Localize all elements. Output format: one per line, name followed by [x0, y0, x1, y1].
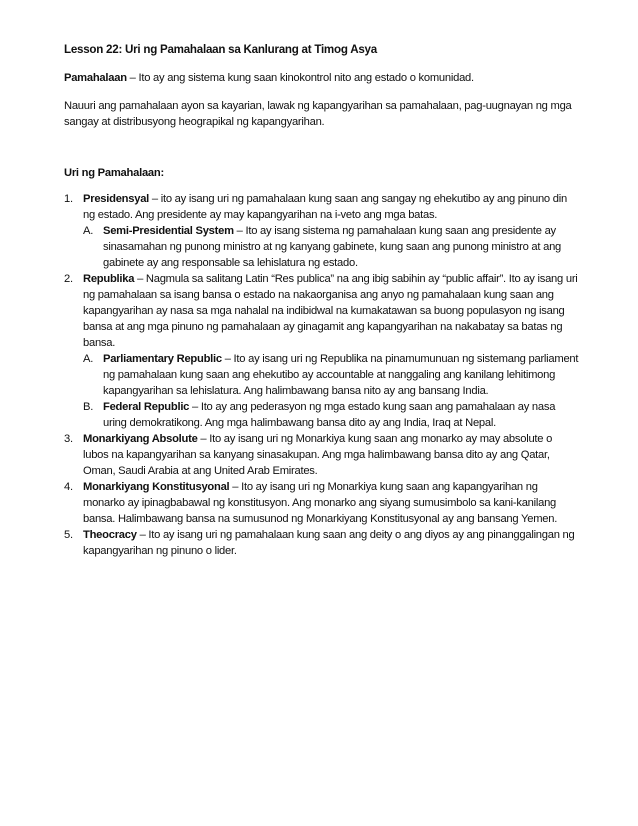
sub-list-term: Federal Republic [103, 401, 190, 413]
sub-list-term: Semi-Presidential System [103, 225, 234, 237]
list-number: 5. [64, 529, 73, 541]
description-paragraph: Nauuri ang pamahalaan ayon sa kayarian, lawak ng kapangyarihan sa pamahalaan, pag-uugnayan ng mga sangay at distribusyong heograpikal ng kapangyarihan. [64, 100, 572, 128]
sub-list-item [83, 223, 580, 271]
list-item-term: Presidensyal [83, 193, 150, 205]
sub-list-item [83, 399, 580, 431]
list-item [64, 479, 580, 527]
sub-list-item [83, 351, 580, 399]
sub-list-text: – Ito ay isang sistema ng pamahalaan kung saan ang presidente ay sinasamahan ng punong ministro at ng kanyang gabinete, kung saan ang punong ministro at ang gabinete ay ang responsable sa lehislatura ng estado. [103, 225, 562, 269]
list-item-text: – Ito ay isang uri ng Monarkiya kung saan ang monarko ay may absolute o lubos na kapangyarihan sa kanyang sinasakupan. Ang mga halimbawang bansa dito ay ang Qatar, Oman, Saudi Arabia at ang United Arab Emirates. [83, 433, 553, 477]
sub-list-letter: A. [83, 353, 94, 365]
list-item [64, 527, 580, 559]
list-item [64, 191, 580, 271]
list-item [64, 431, 580, 479]
list-item-term: Monarkiyang Absolute [83, 433, 198, 445]
section-title: Uri ng Pamahalaan: [64, 167, 164, 179]
list-item-text: – ito ay isang uri ng pamahalaan kung saan ang sangay ng ehekutibo ay ang pinuno din ng estado. Ang presidente ay may kapangyarihan na i-veto ang mga batas. [83, 193, 567, 221]
list-number: 2. [64, 273, 73, 285]
list-item-term: Monarkiyang Konstitusyonal [83, 481, 230, 493]
list-item-text: – Ito ay isang uri ng Monarkiya kung saan ang kapangyarihan ng monarko ay ipinagbabawal ng konstitusyon. Ang monarko ang siyang sumusimbolo sa kani-kanilang bansa. Halimbawang bansa na sumusunod ng Monarkiyang Konstitusyonal ay ang bansang Yemen. [83, 481, 558, 525]
sub-list-term: Parliamentary Republic [103, 353, 222, 365]
sub-list [83, 223, 580, 271]
government-types-list [64, 191, 580, 559]
definition-paragraph [64, 70, 580, 86]
definition-text: – Ito ay ang sistema kung saan kinokontrol nito ang estado o komunidad. [126, 72, 474, 84]
list-item-text: – Nagmula sa salitang Latin “Res publica” na ang ibig sabihin ay “public affair”. Ito ay isang uri ng pamahalaan sa isang bansa o estado na nakaorganisa ang anyo ng pamahalaan kung saan ang kapangyarihan ay nasa sa mga nahalal na indibidwal na kumakatawan sa buong populasyon ng isang bansa at ang mga pinuno ng pamahalaan ay ginagamit ang kapangyarihan na nakabatay sa batas ng bansa. [83, 273, 578, 349]
page-title: Lesson 22: Uri ng Pamahalaan sa Kanlurang at Timog Asya [64, 43, 377, 56]
list-number: 1. [64, 193, 73, 205]
sub-list-letter: A. [83, 225, 94, 237]
list-item [64, 271, 580, 431]
sub-list-letter: B. [83, 401, 94, 413]
list-number: 3. [64, 433, 73, 445]
sub-list-text: – Ito ay ang pederasyon ng mga estado kung saan ang pamahalaan ay nasa uring demokratikong. Ang mga halimbawang bansa dito ay ang India, Iraq at Nepal. [103, 401, 556, 429]
definition-term: Pamahalaan [64, 72, 127, 84]
sub-list [83, 351, 580, 431]
list-item-term: Republika [83, 273, 135, 285]
list-number: 4. [64, 481, 73, 493]
list-item-term: Theocracy [83, 529, 137, 541]
sub-list-text: – Ito ay isang uri ng Republika na pinamumunuan ng sistemang parliament ng pamahalaan kung saan ang ehekutibo ay accountable at nanggaling ang kanilang lehitimong kapangyarihan sa lehislatura. Ang halimbawang bansa nito ay ang bansang India. [103, 353, 579, 397]
list-item-text: – Ito ay isang uri ng pamahalaan kung saan ang deity o ang diyos ay ang pinanggalingan ng kapangyarihan ng pinuno o lider. [83, 529, 575, 557]
